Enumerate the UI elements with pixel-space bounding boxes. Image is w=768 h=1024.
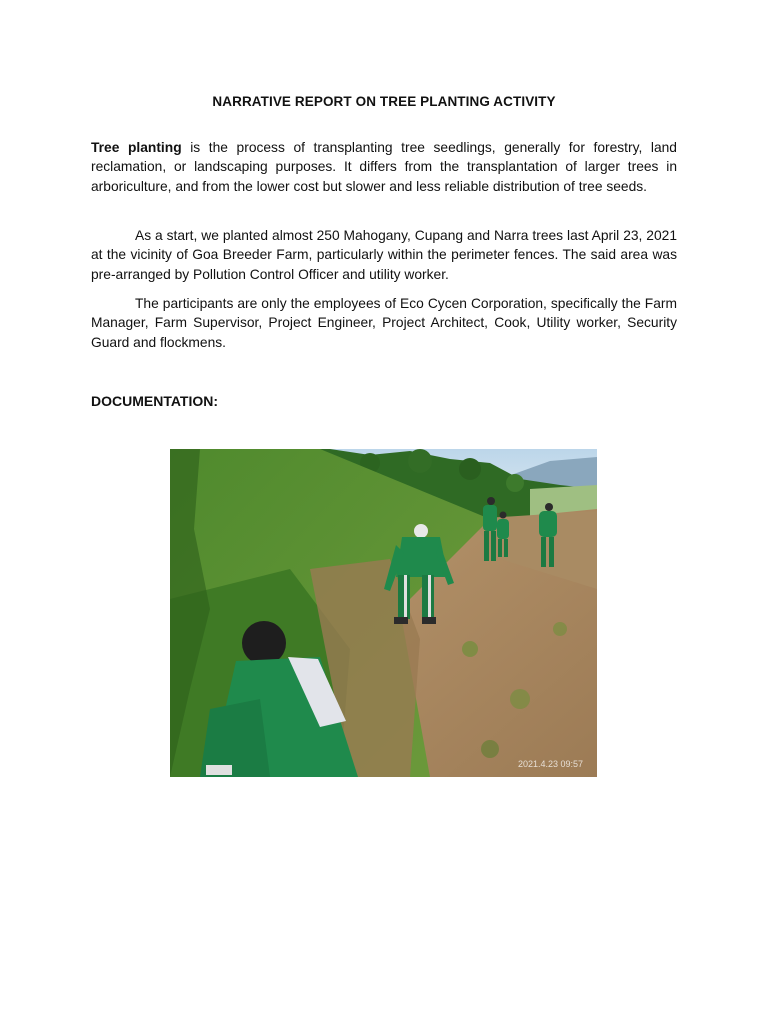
photo-timestamp: 2021.4.23 09:57 — [517, 759, 583, 769]
documentation-photo — [170, 449, 597, 777]
documentation-heading: DOCUMENTATION: — [91, 393, 219, 409]
paragraph-lead-term: Tree planting — [91, 140, 182, 155]
report-title: NARRATIVE REPORT ON TREE PLANTING ACTIVITY — [212, 94, 556, 109]
paragraph-intro — [91, 138, 677, 196]
photo-illustration — [170, 449, 597, 777]
paragraph-participants: The participants are only the employees of Eco Cycen Corporation, specifically the Farm Manager, Farm Supervisor, Project Engineer, Project Architect, Cook, Utility worker, Security Guard and flockmens. — [91, 296, 677, 350]
paragraph-activity: As a start, we planted almost 250 Mahogany, Cupang and Narra trees last April 23, 2021 at the vicinity of Goa Breeder Farm, particularly within the perimeter fences. The said area was pre-arranged by Pollution Control Officer and utility worker. — [91, 228, 677, 282]
paragraph-intro-text: is the process of transplanting tree seedlings, generally for forestry, land reclamation, or landscaping purposes. It differs from the transplantation of larger trees in arboriculture, and from the lower cost but slower and less reliable distribution of tree seeds. — [91, 140, 677, 194]
